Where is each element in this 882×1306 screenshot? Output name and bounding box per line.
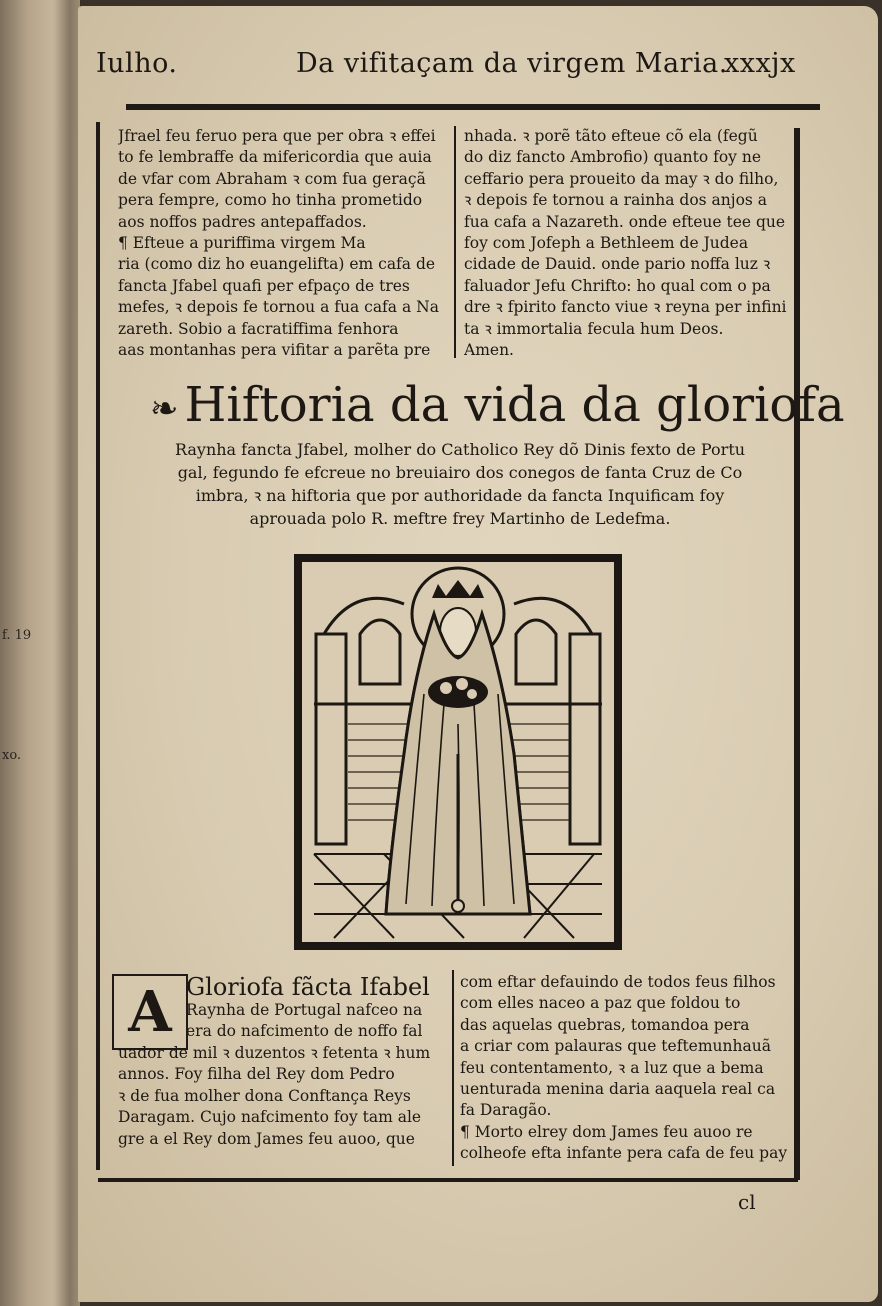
column-divider-bottom [452, 970, 454, 1166]
text-column-left [118, 126, 450, 361]
text-line: ceffario pera proueito da may ꝛ do filho, [464, 169, 779, 188]
text-line: annos. Foy filha del Rey dom Pedro [118, 1065, 395, 1084]
text-line: aas montanhas pera vifitar a parẽta pre [118, 340, 431, 359]
text-line: nhada. ꝛ porẽ tãto efteue cõ ela (fegũ [464, 127, 758, 145]
text-line: fancta Jfabel quafi per efpaço de tres [118, 276, 410, 295]
text-line: cidade de Dauid. onde pario noffa luz ꝛ [464, 255, 771, 274]
text-line: gre a el Rey dom James feu auoo, que [118, 1129, 415, 1148]
section-heading [150, 372, 845, 438]
text-line: ꝛ depois fe tornou a rainha dos anjos a [464, 191, 768, 210]
text-line: Daragam. Cujo nafcimento foy tam ale [118, 1108, 422, 1127]
text-line: ta ꝛ immortalia fecula hum Deos. [464, 319, 724, 338]
signature-mark: cl [738, 1190, 756, 1214]
text-line: feu contentamento, ꝛ a luz que a bema [460, 1058, 764, 1077]
text-column-left-indented [186, 974, 448, 1043]
text-line: faluador Jefu Chrifto: ho qual com o pa [464, 276, 771, 295]
margin-note: f. 19 [2, 628, 32, 643]
text-line: Raynha de Portugal nafceo na [186, 1001, 423, 1019]
text-line: Gloriofa fãcta Ifabel [186, 974, 430, 1001]
text-line: aos noffos padres antepaffados. [118, 212, 367, 231]
text-line: uenturada menina daria aaquela real ca [460, 1079, 776, 1098]
section-title: Hiftoria da vida da gloriofa [184, 377, 845, 433]
text-line: zareth. Sobio a facratiffima fenhora [118, 319, 399, 338]
left-border-rule [96, 122, 100, 1170]
text-line: a criar com palauras que teftemunhauã [460, 1037, 771, 1056]
text-line: to fe lembraffe da mifericordia que auia [118, 148, 432, 167]
text-line: mefes, ꝛ depois fe tornou a fua cafa a Na [118, 298, 439, 317]
text-line: Jfrael feu feruo pera que per obra ꝛ effei [118, 127, 436, 145]
running-header-month: Iulho. [96, 48, 178, 79]
subtitle-line: gal, fegundo fe efcreue no breuiairo dos conegos de fanta Cruz de Co [177, 463, 743, 482]
text-line: era do nafcimento de noffo fal [186, 1022, 423, 1041]
text-line: ¶ Morto elrey dom James feu auoo re [460, 1122, 753, 1141]
running-header-title: Da vifitaçam da virgem Maria. [296, 48, 728, 79]
folio-number: xxxjx [724, 48, 796, 79]
text-line: pera fempre, como ho tinha prometido [118, 191, 423, 210]
text-line: ꝛ de fua molher dona Conftança Reys [118, 1086, 411, 1105]
text-line: dre ꝛ fpirito fancto viue ꝛ reyna per infini [464, 298, 787, 317]
subtitle-line: imbra, ꝛ na hiftoria que por authoridade da fancta Inquificam foy [195, 486, 725, 505]
text-line: colheofe efta infante pera cafa de feu pay [460, 1144, 788, 1163]
text-column-right-bottom [460, 972, 792, 1165]
bottom-rule [98, 1178, 798, 1182]
subtitle-line: aprouada polo R. meftre frey Martinho de Ledefma. [249, 509, 671, 528]
text-line: Amen. [464, 340, 514, 359]
text-line: fua cafa a Nazareth. onde efteue tee que [464, 212, 786, 231]
text-line: ria (como diz ho euangelifta) em cafa de [118, 255, 436, 274]
section-subtitle [120, 438, 800, 530]
text-line: com eftar defauindo de todos feus filhos [460, 973, 776, 991]
subtitle-line: Raynha fancta Jfabel, molher do Catholico Rey dõ Dinis fexto de Portu [174, 440, 746, 459]
top-rule [126, 104, 820, 110]
right-border-rule [794, 128, 800, 1180]
text-line: do diz fancto Ambrofio) quanto foy ne [464, 148, 762, 167]
text-line: das aquelas quebras, tomandoa pera [460, 1015, 750, 1034]
woodcut-saint-isabel [294, 554, 622, 950]
text-line: ¶ Efteue a puriffima virgem Ma [118, 233, 366, 252]
drop-cap-initial: A [112, 974, 188, 1050]
text-line: fa Daragão. [460, 1101, 552, 1120]
margin-note: xo. [2, 748, 22, 763]
text-column-right [464, 126, 792, 361]
text-column-left-full [118, 1043, 450, 1150]
text-line: de vfar com Abraham ꝛ com fua geraçã [118, 169, 426, 188]
woodcut-illustration [294, 554, 622, 950]
text-line: foy com Jofeph a Bethleem de Judea [464, 233, 749, 252]
text-line: com elles naceo a paz que foldou to [460, 994, 741, 1013]
fleuron-icon: ❧ [150, 388, 179, 429]
text-line: uador de mil ꝛ duzentos ꝛ fetenta ꝛ hum [118, 1044, 431, 1062]
column-divider-top [454, 126, 456, 358]
